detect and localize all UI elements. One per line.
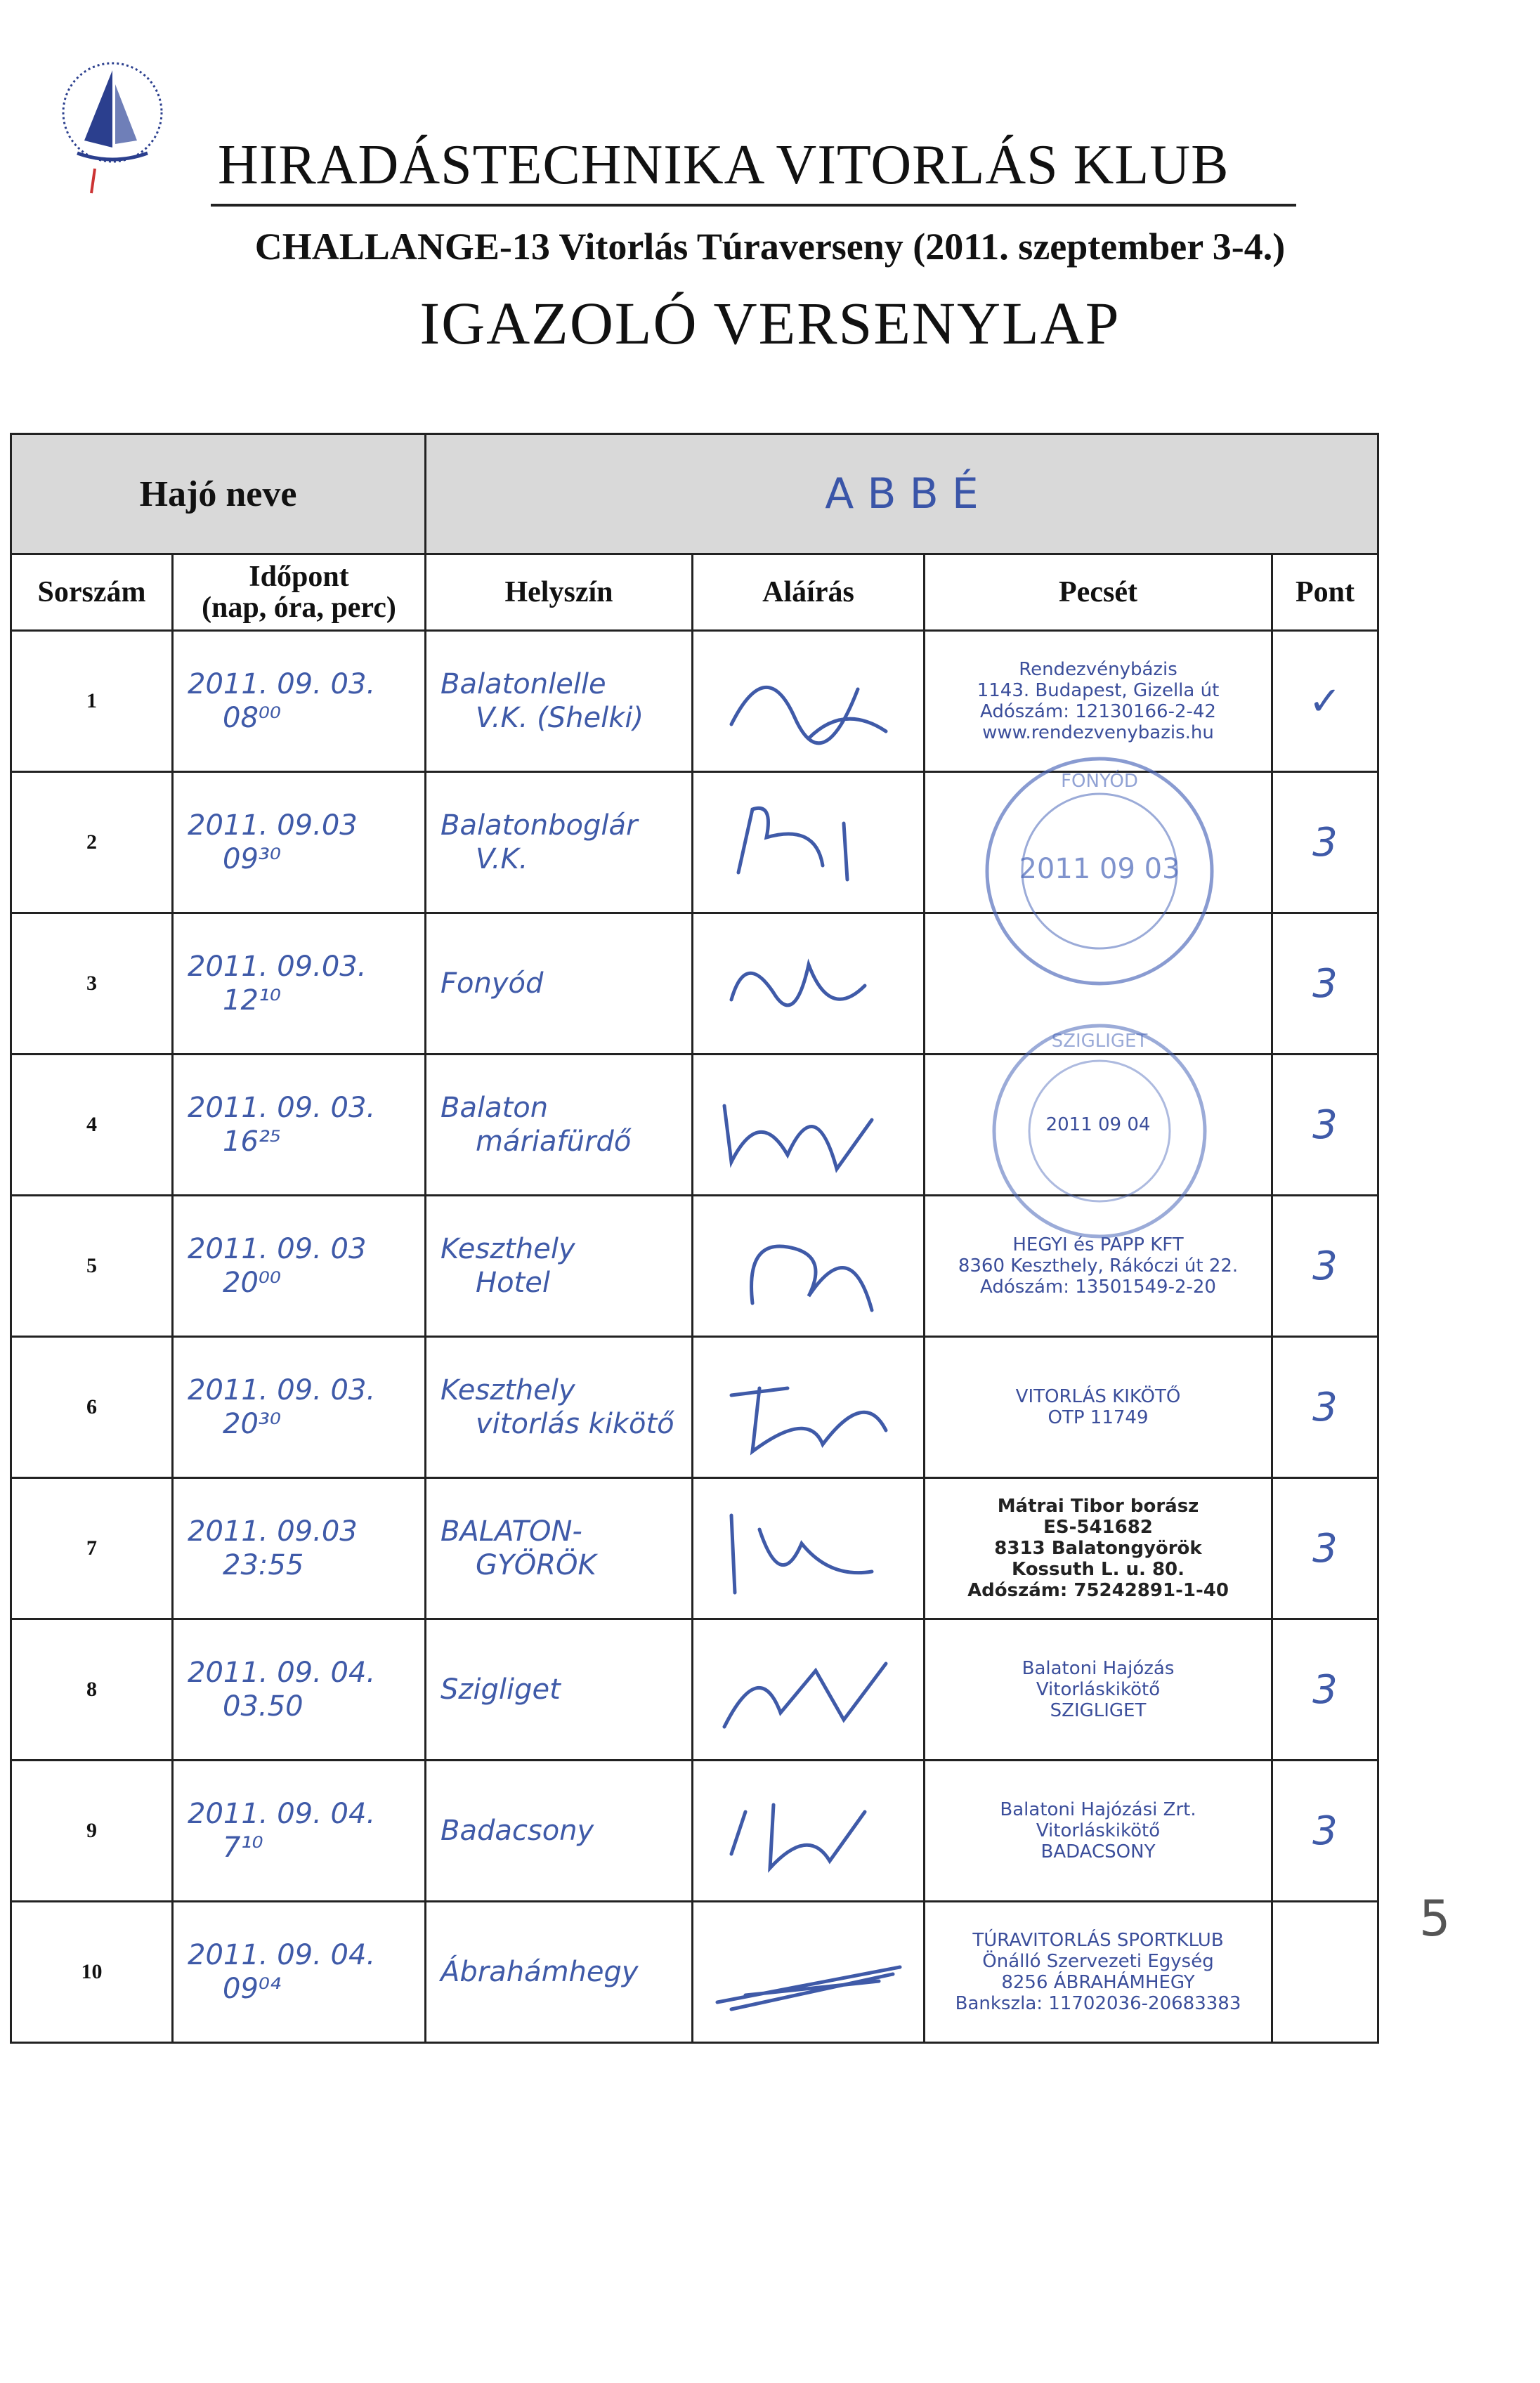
- stamp-line: Adószám: 75242891-1-40: [967, 1580, 1229, 1601]
- stamp-line: Adószám: 13501549-2-20: [980, 1277, 1216, 1298]
- row-clock: 08⁰⁰: [223, 702, 281, 734]
- row-points: 3: [1272, 1478, 1378, 1619]
- row-place-line1: Keszthely: [441, 1233, 575, 1265]
- row-signature: [693, 1902, 925, 2043]
- round-stamp-place-2: SZIGLIGET: [1051, 1031, 1148, 1052]
- col-header-time-line1: Időpont: [249, 561, 349, 593]
- row-signature: [693, 631, 925, 772]
- handwritten-signature: [703, 1346, 914, 1465]
- row-place-line1: Ábrahámhegy: [441, 1956, 639, 1988]
- table-body: [11, 631, 1378, 2043]
- row-time: [173, 772, 426, 913]
- row-place-line2: vitorlás kikötő: [476, 1408, 674, 1440]
- table-row: [11, 772, 1378, 913]
- row-signature: [693, 1055, 925, 1196]
- stamp-line: Kossuth L. u. 80.: [1012, 1559, 1185, 1580]
- col-header-stamp: Pecsét: [925, 554, 1272, 631]
- stamp-line: Rendezvénybázis: [1019, 659, 1177, 680]
- row-points: 3: [1272, 913, 1378, 1055]
- event-subtitle: CHALLANGE-13 Vitorlás Túraverseny (2011. szeptember 3-4.): [254, 226, 1286, 268]
- row-number: 3: [11, 913, 173, 1055]
- row-place: [426, 772, 693, 913]
- row-points: 3: [1272, 772, 1378, 913]
- boat-name-value: A B B É: [426, 434, 1378, 554]
- table-row: [11, 913, 1378, 1055]
- row-signature: [693, 1196, 925, 1337]
- row-stamp: [925, 1055, 1272, 1196]
- row-place-line2: Hotel: [476, 1267, 550, 1299]
- row-time: [173, 1337, 426, 1478]
- stamp-line: BADACSONY: [1040, 1841, 1156, 1862]
- row-clock: 23:55: [223, 1549, 304, 1581]
- stamp-line: Mátrai Tibor borász: [997, 1496, 1199, 1517]
- row-time: [173, 913, 426, 1055]
- row-clock: 03.50: [223, 1690, 304, 1723]
- row-place-line2: GYÖRÖK: [476, 1549, 596, 1581]
- row-points: [1272, 1902, 1378, 2043]
- row-clock: 12¹⁰: [223, 984, 281, 1017]
- row-clock: 7¹⁰: [223, 1832, 263, 1864]
- handwritten-signature: [703, 1487, 914, 1607]
- table-row: [11, 631, 1378, 772]
- row-stamp: [925, 1478, 1272, 1619]
- stamp-line: SZIGLIGET: [1050, 1700, 1147, 1721]
- row-place: [426, 1902, 693, 2043]
- form-title: IGAZOLÓ VERSENYLAP: [419, 289, 1121, 357]
- row-stamp: [925, 913, 1272, 1055]
- row-place-line1: Balaton: [441, 1092, 549, 1124]
- stamp-line: Vitorláskikötő: [1036, 1820, 1161, 1841]
- stamp-line: www.rendezvenybazis.hu: [982, 722, 1214, 743]
- table-row: [11, 1337, 1378, 1478]
- row-signature: [693, 1337, 925, 1478]
- row-place-line2: V.K.: [476, 843, 528, 875]
- row-time: [173, 1055, 426, 1196]
- table-row: [11, 1478, 1378, 1619]
- row-place-line2: máriafürdő: [476, 1125, 632, 1158]
- row-place-line1: BALATON-: [441, 1515, 582, 1548]
- row-date: 2011. 09.03: [188, 809, 358, 842]
- handwritten-signature: [703, 1064, 914, 1183]
- row-place: [426, 1337, 693, 1478]
- row-points: 3: [1272, 1196, 1378, 1337]
- col-header-time-line2: (nap, óra, perc): [202, 592, 396, 624]
- row-number: 7: [11, 1478, 173, 1619]
- row-number: 4: [11, 1055, 173, 1196]
- row-signature: [693, 772, 925, 913]
- row-place-line1: Fonyód: [441, 967, 544, 1000]
- round-stamp-date: 2011 09 03: [1019, 853, 1180, 885]
- row-clock: 16²⁵: [223, 1125, 281, 1158]
- row-points: 3: [1272, 1055, 1378, 1196]
- row-points: 3: [1272, 1619, 1378, 1761]
- row-place-line1: Szigliget: [441, 1673, 561, 1706]
- club-logo: [28, 28, 197, 197]
- row-clock: 09³⁰: [223, 843, 281, 875]
- row-time: [173, 1761, 426, 1902]
- row-place-line2: V.K. (Shelki): [476, 702, 644, 734]
- row-clock: 09⁰⁴: [223, 1973, 281, 2005]
- stamp-line: VITORLÁS KIKÖTŐ: [1015, 1386, 1181, 1407]
- handwritten-signature: [703, 1205, 914, 1324]
- round-stamp-place: FONYÓD: [1061, 771, 1138, 792]
- row-place: [426, 631, 693, 772]
- stamp-line: 8360 Keszthely, Rákóczi út 22.: [958, 1255, 1239, 1277]
- row-place: [426, 1055, 693, 1196]
- row-time: [173, 1478, 426, 1619]
- row-signature: [693, 1478, 925, 1619]
- col-header-time: [173, 554, 426, 631]
- row-time: [173, 1902, 426, 2043]
- handwritten-signature: [703, 922, 914, 1042]
- stamp-line: 1143. Budapest, Gizella út: [977, 680, 1220, 701]
- stamp-line: 8313 Balatongyörök: [994, 1538, 1202, 1559]
- row-number: 8: [11, 1619, 173, 1761]
- row-stamp: [925, 1902, 1272, 2043]
- col-header-place: Helyszín: [426, 554, 693, 631]
- row-signature: [693, 1761, 925, 1902]
- row-place-line1: Badacsony: [441, 1815, 594, 1847]
- row-date: 2011. 09. 04.: [188, 1939, 376, 1971]
- table-row: [11, 1619, 1378, 1761]
- row-date: 2011. 09. 04.: [188, 1798, 376, 1830]
- row-date: 2011. 09. 03.: [188, 668, 376, 700]
- stamp-line: Önálló Szervezeti Egység: [982, 1951, 1214, 1972]
- row-date: 2011. 09. 03.: [188, 1092, 376, 1124]
- row-clock: 20⁰⁰: [223, 1267, 281, 1299]
- stamp-line: 8256 ÁBRAHÁMHEGY: [1001, 1972, 1195, 1993]
- row-number: 5: [11, 1196, 173, 1337]
- stamp-line: Adószám: 12130166-2-42: [980, 701, 1216, 722]
- handwritten-signature: [703, 1911, 914, 2030]
- row-date: 2011. 09. 03.: [188, 1374, 376, 1406]
- boat-name-label: Hajó neve: [11, 434, 426, 554]
- row-place: [426, 1761, 693, 1902]
- row-stamp: [925, 1337, 1272, 1478]
- club-name: HIRADÁSTECHNIKA VITORLÁS KLUB: [218, 134, 1229, 196]
- stamp-line: Balatoni Hajózás: [1022, 1658, 1175, 1679]
- row-time: [173, 1196, 426, 1337]
- stamp-line: HEGYI és PAPP KFT: [1012, 1234, 1184, 1255]
- row-number: 6: [11, 1337, 173, 1478]
- row-place: [426, 1619, 693, 1761]
- handwritten-signature: [703, 781, 914, 901]
- row-place: [426, 1196, 693, 1337]
- col-header-signature: Aláírás: [693, 554, 925, 631]
- row-signature: [693, 913, 925, 1055]
- row-points: ✓: [1272, 631, 1378, 772]
- row-stamp: [925, 1619, 1272, 1761]
- row-number: 1: [11, 631, 173, 772]
- stamp-line: 2011 09 04: [1045, 1114, 1151, 1135]
- row-stamp: [925, 772, 1272, 913]
- header-rule: [211, 204, 1296, 207]
- margin-note: 5: [1419, 1890, 1451, 1947]
- row-points: 3: [1272, 1761, 1378, 1902]
- row-date: 2011. 09.03: [188, 1515, 358, 1548]
- row-points: 3: [1272, 1337, 1378, 1478]
- row-stamp: [925, 631, 1272, 772]
- row-date: 2011. 09. 04.: [188, 1657, 376, 1689]
- stamp-line: Balatoni Hajózási Zrt.: [1000, 1799, 1196, 1820]
- stamp-line: OTP 11749: [1048, 1407, 1149, 1428]
- stamp-line: Vitorláskikötő: [1036, 1679, 1161, 1700]
- row-number: 10: [11, 1902, 173, 2043]
- row-time: [173, 1619, 426, 1761]
- race-log-table: [10, 433, 1379, 2044]
- row-date: 2011. 09. 03: [188, 1233, 367, 1265]
- row-place: [426, 1478, 693, 1619]
- row-place-line1: Keszthely: [441, 1374, 575, 1406]
- row-stamp: [925, 1761, 1272, 1902]
- stamp-line: Bankszla: 11702036-20683383: [955, 1993, 1241, 2014]
- stamp-line: ES-541682: [1043, 1517, 1153, 1538]
- row-stamp: [925, 1196, 1272, 1337]
- col-header-no: Sorszám: [11, 554, 173, 631]
- row-number: 2: [11, 772, 173, 913]
- handwritten-signature: [703, 1628, 914, 1748]
- sail-icon: [84, 70, 112, 148]
- handwritten-signature: [703, 1770, 914, 1889]
- row-place-line1: Balatonlelle: [441, 668, 606, 700]
- row-place-line1: Balatonboglár: [441, 809, 638, 842]
- row-time: [173, 631, 426, 772]
- row-signature: [693, 1619, 925, 1761]
- row-clock: 20³⁰: [223, 1408, 281, 1440]
- col-header-points: Pont: [1272, 554, 1378, 631]
- row-place: [426, 913, 693, 1055]
- table-row: [11, 1196, 1378, 1337]
- table-row: [11, 1055, 1378, 1196]
- stamp-line: TÚRAVITORLÁS SPORTKLUB: [972, 1930, 1224, 1951]
- table-row: [11, 1761, 1378, 1902]
- handwritten-signature: [703, 640, 914, 759]
- row-date: 2011. 09.03.: [188, 951, 367, 983]
- table-row: [11, 1902, 1378, 2043]
- row-number: 9: [11, 1761, 173, 1902]
